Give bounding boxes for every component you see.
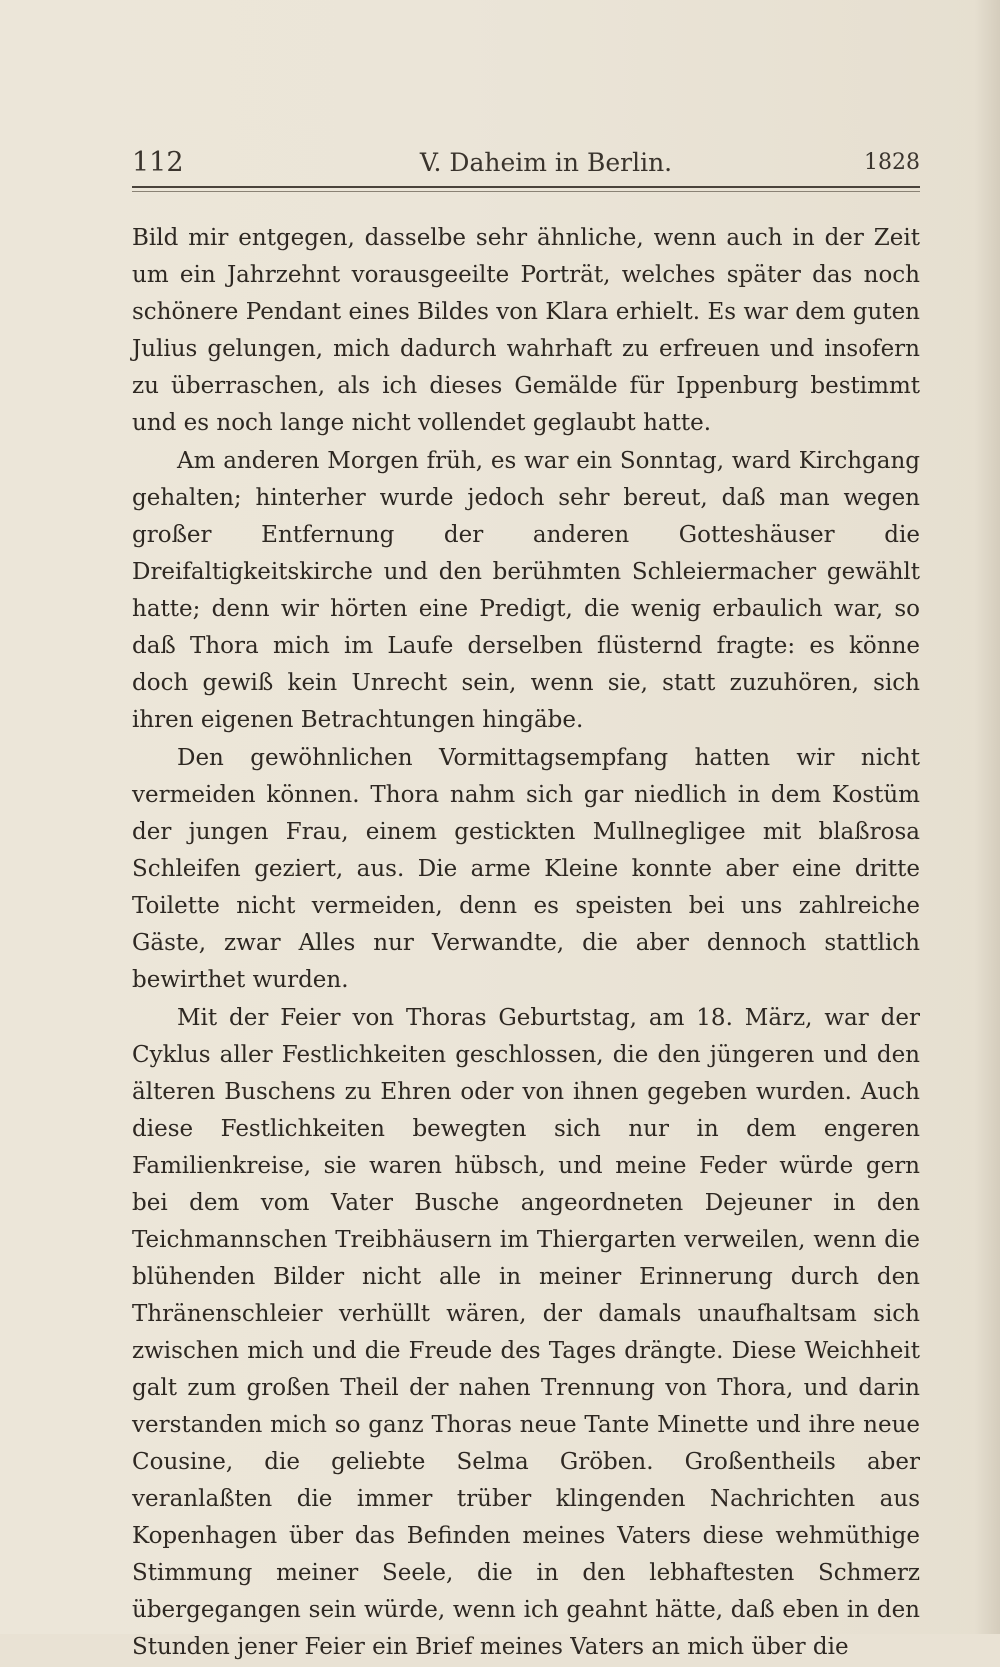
header-year: 1828 <box>864 150 920 175</box>
body-text <box>132 220 920 1667</box>
running-title: V. Daheim in Berlin. <box>419 148 673 177</box>
paragraph: Den gewöhnlichen Vormittagsempfang hatten wir nicht vermeiden können. Thora nahm sich gar niedlich in dem Kostüm der jungen Frau, einem gestickten Mullnegligee mit blaßrosa Schleifen geziert, aus. Die arme Kleine konnte aber eine dritte Toilette nicht vermeiden, denn es speisten bei uns zahlreiche Gäste, zwar Alles nur Verwandte, die aber dennoch stattlich bewirthet wurden. <box>132 745 920 993</box>
running-header <box>132 146 920 180</box>
paragraph: Mit der Feier von Thoras Geburtstag, am 18. März, war der Cyklus aller Festlichkeiten geschlossen, die den jüngeren und den älteren Buschens zu Ehren oder von ihnen gegeben wurden. Auch diese Festlichkeiten bewegten sich nur in dem engeren Familienkreise, sie waren hübsch, und meine Feder würde gern bei dem vom Vater Busche angeordneten Dejeuner in den Teichmannschen Treibhäusern im Thiergarten verweilen, wenn die blühenden Bilder nicht alle in meiner Erinnerung durch den Thränenschleier verhüllt wären, der damals unaufhaltsam sich zwischen mich und die Freude des Tages drängte. Diese Weichheit galt zum großen Theil der nahen Trennung von Thora, und darin verstanden mich so ganz Thoras neue Tante Minette und ihre neue Cousine, die geliebte Selma Gröben. Großentheils aber veranlaßten die immer trüber klingenden Nachrichten aus Kopenhagen über das Befinden meines Vaters diese wehmüthige Stimmung meiner Seele, die in den lebhaftesten Schmerz übergegangen sein würde, wenn ich geahnt hätte, daß eben in den Stunden jener Feier ein Brief meines Vaters an mich über die <box>132 1005 920 1660</box>
paragraph: Bild mir entgegen, dasselbe sehr ähnliche, wenn auch in der Zeit um ein Jahrzehnt vorausgeeilte Porträt, welches später das noch schönere Pendant eines Bildes von Klara erhielt. Es war dem guten Julius gelungen, mich dadurch wahrhaft zu erfreuen und insofern zu überraschen, als ich dieses Gemälde für Ippenburg bestimmt und es noch lange nicht vollendet geglaubt hatte. <box>132 225 920 436</box>
header-rule <box>132 186 920 188</box>
page-number: 112 <box>132 147 184 178</box>
paragraph: Am anderen Morgen früh, es war ein Sonntag, ward Kirchgang gehalten; hinterher wurde jedoch sehr bereut, daß man wegen großer Entfernung der anderen Gotteshäuser die Dreifaltigkeitskirche und den berühmten Schleiermacher gewählt hatte; denn wir hörten eine Predigt, die wenig erbaulich war, so daß Thora mich im Laufe derselben flüsternd fragte: es könne doch gewiß kein Unrecht sein, wenn sie, statt zuzuhören, sich ihren eigenen Betrachtungen hingäbe. <box>132 448 920 733</box>
